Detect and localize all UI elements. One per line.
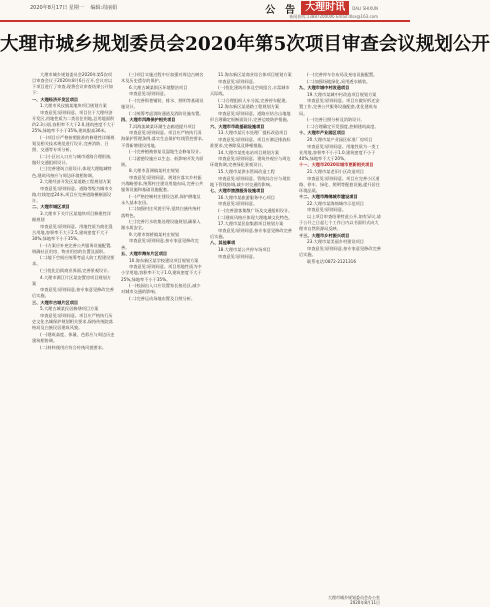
paragraph: 审查意见:原则同意。项目用地性质为中小学用地,容积率不大于1.0,建筑密度不大于25%,绿地率不小于35%。 xyxy=(121,264,202,282)
paragraph: 审查意见:原则同意。建筑外观应与周边环境协调,完善绿化景观设计。 xyxy=(210,156,291,168)
paragraph: (二)统筹考虑消防通道及消防设施布置。 xyxy=(129,110,204,116)
paragraph: 6.大理古城某街区环境整治项目 xyxy=(129,84,188,90)
paragraph: 12.海东新区某道路工程规划方案 xyxy=(218,104,280,110)
paragraph: 审查意见:原则同意。项目位于大理经济开发区,用地性质为二类居住用地,总用地面积约2.3公顷,容积率不大于2.0,建筑密度不大于25%,绿地率不小于35%,建筑限高36米。 xyxy=(32,110,115,134)
paragraph: (三)完善污水收集处理设施规划,确保入湖水质安全。 xyxy=(121,219,201,231)
paragraph: (三)项目实施过程中应加强对周边古树名木及历史遗存的保护。 xyxy=(121,72,204,84)
section-heading: 六、大理市市政基础设施项目 xyxy=(210,123,265,129)
paragraph: 审查意见:原则同意。项目应满足排放标准要求,完善除臭及降噪措施。 xyxy=(210,136,291,149)
paragraph: 14.大理市某变电站项目规划方案 xyxy=(218,149,280,155)
paragraph: 审查意见:原则同意,按专家意见修改完善。 xyxy=(121,238,199,250)
paragraph: (一)项目应严格按照批准的修建性详细规划及相关技术规范进行设计,完善消防、日照、交通等专项分析。 xyxy=(32,134,115,153)
paragraph: (一)完善日照分析及消防设计。 xyxy=(307,117,365,123)
paragraph: 19.大理市某城中村改造项目规划方案 xyxy=(307,91,377,97)
editor-credit: 编辑:周丽娟 xyxy=(90,5,118,11)
section-heading: 十、大理市产业园区项目 xyxy=(299,130,346,136)
paragraph: 10.海东新区某学校建设项目规划方案 xyxy=(129,257,199,263)
paragraph: 联系电话:0872-2121316 xyxy=(307,258,356,264)
paragraph: 审查意见:原则同意。项目应严格执行洱海保护管理条例,落实生态保护红线管控要求,不得新增建设用地。 xyxy=(121,130,204,148)
section-heading: 三、大理市古城片区项目 xyxy=(32,299,79,305)
paragraph: 审查意见:原则同意。 xyxy=(218,78,258,84)
paragraph: (二)加强场地绿化,采用透水铺装。 xyxy=(307,78,371,84)
paragraph: 审查意见:原则同意。道路应结合山地地形合理确定纵断面设计,完善边坡防护措施。 xyxy=(210,111,291,123)
paragraph: 审查意见:原则同意。道路等级为城市支路,红线宽度24米,项目应完善道路横断面设计。 xyxy=(32,185,113,203)
paragraph: 4.大理市满江片区某安置房项目规划方案 xyxy=(32,274,111,286)
paragraph: (二)小区出入口应与城市道路合理衔接,做好交通组织设计。 xyxy=(32,153,112,165)
paragraph: 审查意见:原则同意。 xyxy=(218,201,258,207)
paragraph: (一)校园出入口应设置家长接送区,减少对城市交通的影响。 xyxy=(121,283,201,295)
section-heading: 二、大理市城区项目 xyxy=(32,204,70,210)
paragraph: (一)严格控制村庄建设边界,保护耕地及永久基本农田。 xyxy=(121,193,201,205)
paragraph: 审查意见:原则同意。项目应完善小区道路、停车、绿化、照明等配套设施,提升居住环境品质。 xyxy=(299,175,380,193)
section-heading: 四、大理市洱海保护相关项目 xyxy=(121,117,176,123)
section-heading: 十一、大理市2020年城市更新相关项目 xyxy=(299,162,374,168)
paragraph: (一)方案应补充完善公共服务设施配置,明确社区用房、物业用房的位置及面积。 xyxy=(32,242,112,254)
paragraph: 15.大理市某供水管网改造工程 xyxy=(218,168,275,174)
paper-logo: 大理时讯 xyxy=(301,1,349,15)
paragraph: (一)完善游客集散广场及交通组织设计。 xyxy=(218,207,293,213)
paragraph: (二)地下空间应统筹考虑人防工程建设要求。 xyxy=(32,255,115,267)
paragraph: 审查意见:原则同意。用地性质为一类工业用地,容积率不小于1.0,建筑密度不小于40%,绿地率不大于20%。 xyxy=(299,143,380,161)
section-heading: 七、大理市旅游服务设施项目 xyxy=(210,188,265,194)
paragraph: (二)合理组织人车分流,完善停车配建。 xyxy=(218,97,290,103)
paragraph: 以上项目审查结果特此公开,如有异议,请于公开之日起七个工作日内以书面形式向大理市自然资源局反映。 xyxy=(299,214,381,232)
paragraph: (一)完善停车位布局及充电设施配置。 xyxy=(307,72,378,77)
paragraph: 13.大理市某污水处理厂提标改造项目 xyxy=(218,130,288,136)
paragraph: 审查意见:原则同意。 xyxy=(218,253,258,259)
text-column xyxy=(121,72,204,600)
paragraph: (一)完善街巷铺装、排水、照明等基础设施设计。 xyxy=(121,97,204,109)
paragraph: 审查意见:原则同意,按专家意见修改完善后实施。 xyxy=(210,227,292,239)
article-headline: 大理市城乡规划委员会2020年第5次项目审查会议规划公开 xyxy=(0,34,490,55)
section-heading: 九、大理市城中村改造项目 xyxy=(299,85,350,91)
paragraph: 20.大理市某产业园区标准厂房项目 xyxy=(307,136,373,142)
paragraph: 大理市城乡规划委员会2020年第5次项目审查会议于2020年8月6日召开,会议对以下项目进行了审查,现将会议审查结果公开如下: xyxy=(32,72,113,96)
paragraph: 1.大理市凤仪镇某地块项目规划方案 xyxy=(40,103,107,109)
paragraph: (二)加强村庄风貌引导,延续白族传统村落特色。 xyxy=(121,206,201,218)
section-heading: 五、大理市海东片区项目 xyxy=(121,251,168,257)
paragraph: 审查意见:原则同意,按专家意见修改完善后实施。 xyxy=(299,246,381,258)
paragraph: 2.大理经济开发区某道路工程规划方案 xyxy=(40,179,111,185)
paragraph: 8.大理市喜洲镇某村庄规划 xyxy=(129,168,180,174)
news-hotline: 新闻热线:13887200006 xyxy=(289,14,335,19)
paragraph: (二)合理确定开发强度,控制建筑高度。 xyxy=(307,123,379,129)
contact-email: Email:dlsx@163.com xyxy=(336,14,378,19)
paragraph: 审查意见:原则同意,按专家意见修改完善后实施。 xyxy=(32,287,114,299)
paragraph: 23.大理市某美丽乡村建设项目 xyxy=(307,239,364,245)
paragraph: (一)完善植被恢复及湿地生态修复设计。 xyxy=(129,149,204,155)
text-column xyxy=(299,72,382,600)
paragraph: 18.大理市某公共停车场项目 xyxy=(218,247,271,253)
paragraph: 审查意见:原则同意。项目应严格执行历史文化名城保护规划相关要求,保持传统院落格局及白族民居建筑风貌。 xyxy=(32,313,113,331)
paragraph: (二)完善运动场地布置及日照分析。 xyxy=(129,295,196,301)
paragraph: (三)完善建筑立面设计,体现大理地域特色,建筑风格应与周边环境相协调。 xyxy=(32,166,112,178)
text-column xyxy=(32,72,115,600)
paragraph: 5.大理古城某民居修缮项目方案 xyxy=(40,306,99,312)
paragraph: (三)优化沿街商业界面,完善景观设计。 xyxy=(40,267,112,273)
paragraph: 审查意见:原则同意。管线综合应与现状地下管线协调,减少对交通的影响。 xyxy=(210,175,291,187)
paragraph: 审查意见:原则同意。规划应落实乡村振兴战略要求,统筹村庄建设用地布局,完善公共服务设施和基础设施配套。 xyxy=(121,175,204,193)
issuing-organization: 大理市城乡规划委员会办公室 xyxy=(328,595,380,600)
paragraph: 审查意见:原则同意。 xyxy=(129,91,169,97)
paragraph: (一)优化建筑形体及空间组合,丰富城市天际线。 xyxy=(210,85,290,97)
paragraph: 11.海东新区某商业综合体项目规划方案 xyxy=(218,72,292,77)
paragraph: 7.洱海流域某环湖生态廊道提升项目 xyxy=(129,123,196,129)
paragraph: 21.大理市某老旧小区改造项目 xyxy=(307,168,364,174)
paragraph: 17.大理市某民宿集群项目规划方案 xyxy=(218,221,284,227)
paragraph: 审查意见:原则同意。用地性质为商住混合用地,容积率不大于2.5,建筑密度不大于30%,绿地率不小于35%。 xyxy=(32,223,113,241)
masthead-bar xyxy=(0,0,410,22)
paragraph: 审查意见:原则同意。项目应做好拆迁安置工作,完善公共服务设施配套,优化建筑布局。 xyxy=(299,98,380,116)
paragraph: (一)建筑高度、体量、色彩应与周边历史建筑相协调。 xyxy=(32,331,115,343)
article-body xyxy=(32,72,382,600)
issue-info xyxy=(30,4,122,11)
paragraph: 3.大理市下关片区某地块项目修建性详细规划 xyxy=(32,211,111,223)
issue-signoff-date: 2020年8月11日 xyxy=(350,600,380,605)
paper-logo-sub: DALI SHIXUN xyxy=(352,5,378,11)
paragraph: 16.大理市某旅游服务中心项目 xyxy=(218,194,275,200)
article-footer xyxy=(328,595,380,605)
paragraph: (二)建筑风格应体现大理地域文化特色。 xyxy=(218,214,293,220)
paragraph: 9.大理市湾桥镇某村庄规划 xyxy=(129,231,180,237)
section-heading: 一、大理经济开发区项目 xyxy=(32,96,79,102)
contact-info xyxy=(289,14,378,20)
paragraph: 审查意见:原则同意。 xyxy=(307,207,347,213)
brand-block xyxy=(265,1,378,15)
paragraph: (二)游憩设施应以生态、低影响开发为原则。 xyxy=(121,155,204,167)
issue-date: 2020年8月17日 星期一 xyxy=(30,5,84,11)
section-heading: 十三、大理市乡村振兴项目 xyxy=(299,232,350,238)
section-label: 公 告 xyxy=(265,4,296,16)
paragraph: (二)材料使用应符合传统风貌要求。 xyxy=(40,344,107,350)
text-column xyxy=(210,72,293,600)
paragraph: 22.大理市某海绵城市示范项目 xyxy=(307,200,364,206)
section-heading: 八、其他事项 xyxy=(210,240,236,246)
section-heading: 十二、大理市海绵城市建设项目 xyxy=(299,194,358,200)
